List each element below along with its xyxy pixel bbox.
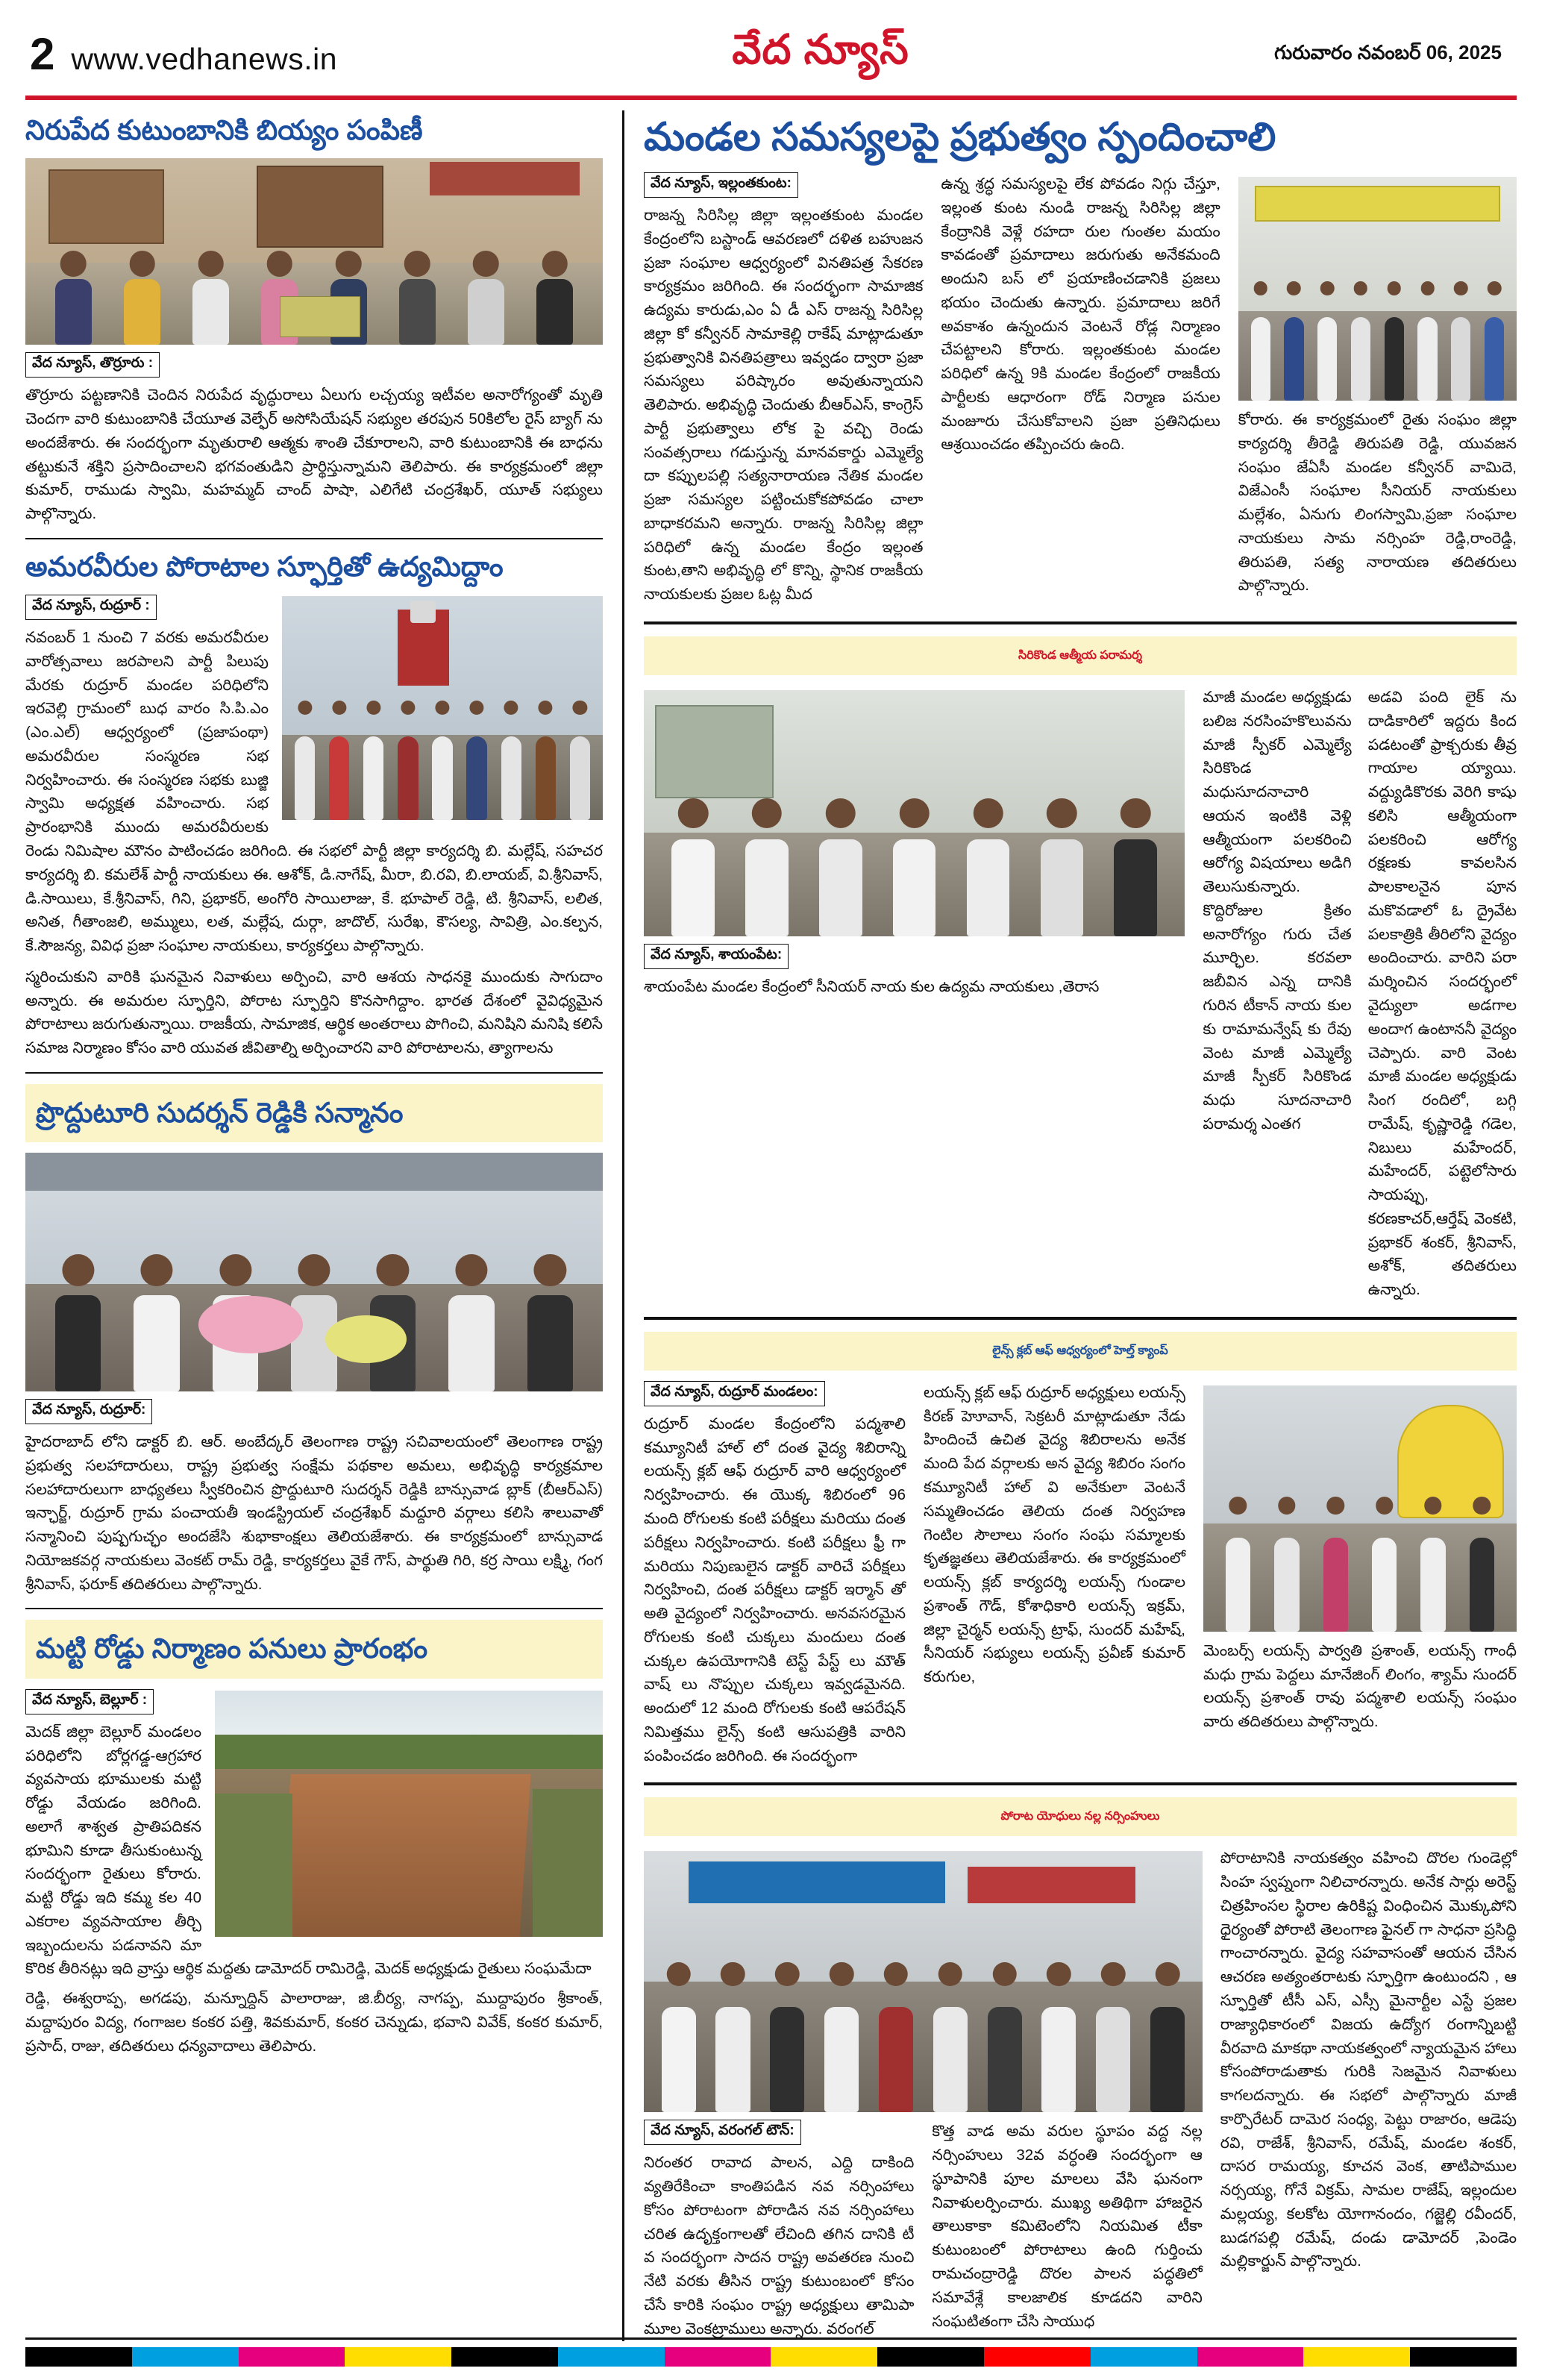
byline: వేద న్యూస్, శాయంపేట:	[644, 944, 789, 969]
article-photo	[282, 596, 603, 820]
byline: వేద న్యూస్, రుద్రూర్ మండలం:	[644, 1381, 825, 1406]
article-body: తొర్రూరు పట్టణానికి చెందిన నిరుపేద వృద్ధురాలు ఏలుగు లచ్చయ్య ఇటీవల అనారోగ్యంతో మృతి చెందగా వారి కుటుంబానికి చేయూత వెల్ఫేర్ అసోసియేషన్ సభ్యుల తరపున 50కిలోల రైస్ బ్యాగ్ ను అందజేశారు. ఈ సందర్భంగా మృతురాలి ఆత్మకు శాంతి చేకూరాలని, వారి కుటుంబానికి ఈ బాధను తట్టుకునే శక్తిని ప్రసాదించాలని భగవంతుడిని ప్రార్థిస్తున్నామని తెలిపారు. ఈ కార్యక్రమంలో జిల్లా కుమార్, రాముడు స్వామి, మహమ్మద్ చాంద్ పాషా, ఎలిగేటి చంద్రశేఖర్, యూత్ సభ్యులు పాల్గొన్నారు.	[25, 386, 603, 523]
color-swatch	[1197, 2347, 1304, 2367]
article-photo	[644, 1851, 1203, 2112]
article-photo	[1238, 177, 1517, 401]
article-body: రాజన్న సిరిసిల్ల జిల్లా ఇల్లంతకుంట మండల కేంద్రంలోని బస్టాండ్ ఆవరణలో దళిత బహుజన ప్రజా సంఘాల ఆధ్వర్యంలో వినతిపత్ర సేకరణ కార్యక్రమం జరిగింది. ఈ సందర్భంగా సామాజిక ఉద్యమ కారుడు,ఎం ఏ డీ ఎస్ రాజన్న సిరిసిల్ల జిల్లా కో కన్వీనర్ సామాకెల్లి రాకేష్ మాట్లాడుతూ ప్రభుత్వానికి వినతిపత్రాలు ఇవ్వడం ద్వారా ప్రజా సమస్యలు పరిష్కారం అవుతున్నాయని తెలిపారు. అభివృద్ధి చెందుతు బీఆర్ఎస్, కాంగ్రెస్ పార్టీ ప్రభుత్వాలు లోక పై వచ్చి రెండు సంవత్సరాలు గడుస్తున్న మానవకార్డు ఎమ్మెల్యే దా కప్పులపల్లి సత్యనారాయణ నేతిక మండల ప్రజా సమస్యల పట్టించుకోకపోవడం చాలా బాధాకరమని అన్నారు. రాజన్న సిరిసిల్ల జిల్లా పరిధిలో ఉన్న మండల కేంద్రం ఇల్లంత కుంట,తాని అభివృద్ధి లో కొన్ని, స్థానిక రాజకీయ నాయకులకు ప్రజల ఓట్ల మీద	[644, 207, 924, 604]
color-swatch	[771, 2347, 877, 2367]
article-freedom-fighter	[644, 1797, 1517, 2340]
article-photo	[215, 1691, 603, 1937]
article-photo	[25, 158, 603, 345]
page-number: 2	[30, 29, 55, 79]
color-swatch	[665, 2347, 771, 2367]
article-felicitation	[25, 1084, 603, 1597]
color-swatch	[132, 2347, 239, 2367]
headline: సిరికొండ ఆత్మీయ పరామర్శ	[644, 636, 1517, 675]
article-body: నిరంతర రావాద పాలన, ఎద్ది దాకింది వ్యతిరేకించా కాంతిపడిన నవ నర్సింహాలు కోసం పోరాటంగా పోరాడిన నవ నర్సింహాలు చరిత ఉదృక్తంగాలతో లేచింది తగిన దానికి టీ వ సందర్భంగా సాదన రాష్ట్ర అవతరణ నుంచి నేటి వరకు తీసిన రాష్ట్ర కుటుంబంలో కోసం చేసే కారికి సంఘం రాష్ట్ర అధ్యక్షులు తామిపా మూల వెంకట్రాములు అన్నారు. వరంగల్	[644, 2154, 915, 2337]
article-photo	[1203, 1385, 1517, 1632]
article-photo	[25, 1153, 603, 1391]
headline: లైన్స్ క్లబ్ ఆఫ్ ఆధ్వర్యంలో హెల్త్ క్యాంప్	[644, 1332, 1517, 1371]
site-url[interactable]: www.vedhanews.in	[71, 42, 338, 76]
footer-rule	[25, 2337, 1517, 2340]
article-body: హైదరాబాద్ లోని డాక్టర్ బి. ఆర్. అంబేద్కర్ తెలంగాణ రాష్ట్ర సచివాలయంలో తెలంగాణ రాష్ట్ర ప్రభుత్వ సలహాదారులు, రాష్ట్ర ప్రభుత్వ సంక్షేమ పథకాల అమలు, అభివృద్ధి కార్యక్రమాల సలహాదారులుగా బాధ్యతలు స్వీకరించిన ప్రొద్దుటూరి సుదర్శన్ రెడ్డికి బాన్సువాడ బ్లాక్ (బీఆర్ఎస్) ఇన్ఛార్జ్, రుద్రూర్ గ్రామ పంచాయతీ ఇండస్ట్రియల్ చంద్రశేఖర్ మద్దూరి వర్గాలు కలిసి శాలువాతో సన్మానించి పుష్పగుచ్ఛం అందజేసి శుభాకాంక్షలు తెలియజేశారు. ఈ కార్యక్రమంలో బాన్సువాడ నియోజకవర్గ నాయకులు వెంకట్ రామ్ రెడ్డి, కార్యకర్తలు వైకే గౌస్, పార్థుతి గిరి, కర్ర సాయి లక్ష్మి, గంగ శ్రీనివాస్, ఫరూక్ తదితరులు పాల్గొన్నారు.	[25, 1433, 603, 1593]
color-swatch	[1303, 2347, 1410, 2367]
article-body: శాయంపేట మండల కేంద్రంలో సీనియర్ నాయ కుల ఉద్యమ నాయకులు ,తెరాస	[644, 978, 1100, 996]
divider	[25, 538, 603, 539]
color-swatch	[877, 2347, 984, 2367]
headline: మట్టి రోడ్డు నిర్మాణం పనులు ప్రారంభం	[25, 1620, 603, 1678]
color-swatch	[1410, 2347, 1517, 2367]
byline: వేద న్యూస్, వరంగల్ టౌన్:	[644, 2120, 801, 2145]
color-swatch	[25, 2347, 132, 2367]
divider	[644, 1317, 1517, 1320]
article-rice-distribution	[25, 113, 603, 526]
right-column	[624, 110, 1517, 2341]
article-body: మాజీ మండల అధ్యక్షుడు బలిజ నరసింహకొలువను మాజీ స్పీకర్ ఎమ్మెల్యే సిరికొండ మధుసూదనాచారి ఆయన ఇంటికి వెళ్లి ఆత్మీయంగా పలకరించి ఆరోగ్య విషయాలు అడిగి తెలుసుకున్నారు. కొద్దిరోజుల క్రితం అనారోగ్యం గురు చేత మూర్ఛిల. కరవలా జబీవిన ఎన్న దానికి గురిన టీకాన్ నాయ కుల కు రామామన్వేష్ కు రేవు వెంట మాజీ ఎమ్మెల్యే మాజీ స్పీకర్ సిరికొండ మధు సూదనాచారి పరామర్శ ఎంతగ	[1203, 689, 1352, 1133]
byline: వేద న్యూస్, బెల్లూర్ :	[25, 1689, 154, 1714]
page-columns	[25, 110, 1517, 2341]
byline: వేద న్యూస్, రుద్రూర్ :	[25, 595, 157, 620]
article-photo	[644, 690, 1185, 936]
article-body: నవంబర్ 1 నుంచి 7 వరకు అమరవీరుల వారోత్సవాలు జరపాలని పార్టీ పిలుపు మేరకు రుద్రూర్ మండల పరిధిలోని ఇరవెల్లి గ్రామంలో బుధ వారం సి.పి.ఎం (ఎం.ఎల్) ఆధ్వర్యంలో (ప్రజాపంథా) అమరవీరుల సంస్మరణ సభ నిర్వహించారు. ఈ సంస్మరణ సభకు బుజ్జి స్వామి అధ్యక్షత వహించారు. సభ ప్రారంభానికి ముందు అమరవీరులకు రెండు నిమిషాల మౌనం పాటించడం జరిగింది. ఈ సభలో పార్టీ జిల్లా కార్యదర్శి బి. మల్లేష్, సహచర కార్యదర్శి బి. కమలేశ్ పార్టీ నాయకులు ఈ. ఆశోక్, డి.నాగేష్, మీరా, బి.రవి, బి.లాయబ్, వి.శ్రీనివాస్, డి.సాయిలు, కే.శ్రీనివాస్, గిని, ప్రభాకర్, అంగోరి సాయిలాజు, కే. భూపాల్ రెడ్డి, టి. శ్రీనివాస్, లలిత, అనిత, గీతాంజలి, అమ్ములు, లత, మల్లేష, దుర్గా, జాదొల్, సురేఖ, కౌసల్య, సావిత్రి, ఎం.కల్పన, కే.సౌజన్య, వివిధ ప్రజా సంఘాల నాయకులు, కార్యకర్తలు పాల్గొన్నారు.	[25, 629, 603, 955]
divider	[644, 621, 1517, 624]
headline: పోరాట యోధులు నల్ల నర్సింహులు	[644, 1797, 1517, 1836]
article-body: రుద్రూర్ మండల కేంద్రంలోని పద్మశాలి కమ్యూనిటీ హాల్ లో దంత వైద్య శిబిరాన్ని లయన్స్ క్లబ్ ఆఫ్ రుద్రూర్ వారి ఆధ్వర్యంలో నిర్వహించారు. ఈ యొక్క శిబిరంలో 96 మంది రోగులకు కంటి పరీక్షలు మరియు దంత పరీక్షలు నిర్వహించారు. కంటి పరీక్షలు ఫ్రీ గా మరియు నిపుణులైన డాక్టర్ వారిచే పరీక్షలు నిర్వహించి, దంత పరీక్షలు డాక్టర్ ఇర్మాన్ తో అతి వైద్యంలో నిర్వహించారు. అనవసరమైన రోగులకు కంటి చుక్కలు మందులు దంత చుక్కల ఉపయోగానికి టెస్ట్ పేస్ట్ లు మౌత్ వాష్ లు నొప్పుల చుక్కలు ఇవ్వడమైనది. అందులో 12 మంది రోగులకు కంటి ఆపరేషన్ నిమిత్తము లైన్స్ కంటి ఆసుపత్రికి వారిని పంపించడం జరిగింది. ఈ సందర్భంగా	[644, 1415, 906, 1764]
headline: అమరవీరుల పోరాటాల స్ఫూర్తితో ఉద్యమిద్దాం	[25, 551, 504, 582]
article-martyrs-week	[25, 550, 603, 1060]
article-body-continued: స్మరించుకుని వారికి ఘనమైన నివాళులు అర్పించి, వారి ఆశయ సాధనకై ముందుకు సాగుదాం అన్నారు. ఈ అమరుల స్ఫూర్తిని, పోరాట స్ఫూర్తిని కొనసాగిద్దాం. భారత దేశంలో వైవిధ్యమైన పోరాటాలు జరుగుతున్నాయి. రాజకీయ, సామాజిక, ఆర్థిక అంతరాలు పొగించి, మనిషిని మనిషి కలిసే సమాజ నిర్మాణం కోసం వారి యువత జీవితాల్ని అర్పించారని వారి పోరాటాలను, త్యాగాలను	[25, 968, 603, 1057]
article-mandal-problems	[644, 113, 1517, 607]
masthead-left	[30, 29, 338, 79]
color-swatch	[239, 2347, 345, 2367]
byline: వేద న్యూస్, తొర్రూరు :	[25, 352, 160, 378]
masthead	[25, 21, 1517, 95]
article-body: మెదక్ జిల్లా బెల్లూర్ మండలం పరిధిలోని బోర్లగడ్డ-ఆగ్రహార వ్యవసాయ భూములకు మట్టి రోడ్డు వేయడం జరిగింది. అలాగే శాశ్వత ప్రాతిపదికన భూమిని కూడా తీసుకుంటున్న సందర్భంగా రైతులు కోరారు. మట్టి రోడ్డు ఇది కమ్మ కల 40 ఎకరాల వ్యవసాయాల తీర్చి ఇబ్బందులను పడనావని మా కొరిక తీరినట్లు ఇది వ్రాస్తు ఆర్థిక మద్దతు డామోదర్ రామిరెడ్డి, మెదక్ అధ్యక్షుడు రైతులు సంఘమేదా	[25, 1723, 592, 1978]
byline: వేద న్యూస్, రుద్రూర్:	[25, 1399, 152, 1424]
article-body-continued: రెడ్డి, ఈశ్వరాప్ప, అగడపు, మన్నూద్దిన్ పాలారాజు, జి.బీర్య, నాగప్ప, ముద్దాపురం శ్రీకాంత్, మద్దాపురం విద్య, గంగాజల కంకర పత్తి, శివకుమార్, కంకర చెన్నుడు, భవాని వివేక్, కంకర కుమార్, ప్రసాద్, రాజు, తదితరులు ధన్యవాదాలు తెలిపారు.	[25, 1990, 603, 2055]
article-sirikonda-visit	[644, 636, 1517, 1302]
article-body: కొత్త వాడ అమ వరుల స్థూపం వద్ద నల్ల నర్సింహులు 32వ వర్ధంతి సందర్భంగా ఆ స్థూపానికి పూల మాలలు వేసి ఘనంగా నివాళులర్పించారు. ముఖ్య అతిథిగా హాజరైన తాలుకాకా కమిటెంలోని నియమిత టీకా కుటుంబంలో పోరాటాలు ఉంది గుర్తించు రామచంద్రారెడ్డి దొరల పాలన పద్ధతిలో సమావేశ్లే కాలజాలిక కూడదని వారిని సంఘటితంగా చేసి సాయుధ	[932, 2123, 1203, 2330]
left-column	[25, 110, 622, 2341]
publication-date: గురువారం నవంబర్ 06, 2025	[1274, 40, 1502, 63]
color-swatch	[984, 2347, 1091, 2367]
registration-color-bar	[25, 2347, 1517, 2367]
byline: వేద న్యూస్, ఇల్లంతకుంట:	[644, 172, 798, 198]
divider	[25, 1072, 603, 1074]
divider	[644, 1782, 1517, 1785]
masthead-rule	[25, 95, 1517, 100]
article-health-camp	[644, 1332, 1517, 1767]
headline: ప్రొద్దుటూరి సుదర్శన్ రెడ్డికి సన్మానం	[25, 1084, 603, 1142]
article-body: పోరాటానికి నాయకత్వం వహించి దొరల గుండెల్లో సింహ స్వప్నంగా నిలిచారన్నారు. అనేక సార్లు అరెస్ట్ చిత్రహింసల స్థిరాల ఉరికిష్ట వింధించిన మొక్కుపోని ధైర్యంతో పోరాటి తెలంగాణ ఫైనల్ గా సాధనా ప్రసిద్ధి గాంచారన్నారు. వైద్య సహవాసంతో ఆయన చేసిన ఆచరణ అత్యంతరాటకు స్ఫూర్తిగా ఉంటుందని , ఆ స్ఫూర్తితో టీసీ ఎస్, ఎస్సీ మైనార్టీల ఎస్టే ప్రజల రాజ్యాధికారంలో విజయ ఉద్యోగ రంగాన్నిబట్టి వీరవాది మాకథా నాయకత్వంలో న్యాయమైన హాలు కోసంపోరాడుతాకు గురికి సెజమైన నివాళులు కాగలదన్నారు. ఈ సభలో పాల్గొన్నారు మాజీ కార్పొరేటర్ దామెర సంధ్య, పెట్టు రాజారం, ఆడెపు రవి, రాజేశ్, శ్రీనివాస్, రమేష్, మండల శంకర్, దాసర రామయ్య, కూచన వెంక, తాటిపాముల నర్సయ్య, గోనే విక్రమ్, సామల రాజేష్, ఇల్లందుల మల్లయ్య, కలకోట యోగానందం, గజ్జెల్లి రవీందర్, బుడగపల్లి రమేష్, దండు డామోదర్ ,పెండెం మల్లికార్జున్ పాల్గొన్నారు.	[1220, 1850, 1517, 2270]
article-body: లయన్స్ క్లబ్ ఆఫ్ రుద్రూర్ అధ్యక్షులు లయన్స్ కిరణ్ హెూవాన్, సెక్రటరీ మాట్లాడుతూ నేడు హిందించే ఉచిత వైద్య శిబిరాలను అనేక మంది పేద వర్గాలకు అన వైద్య శిబిరం సంగం కమ్యూనిటీ హాల్ వి అనేకులా వెంటనే సమ్మతించడం తెలియ దంత నిర్వహణ గెంటిల సౌలాలు సంగం సంఘ సమ్మాలకు కృతజ్ఞతలు తెలియజేశారు. ఈ కార్యక్రమంలో లయన్స్ క్లబ్ కార్యదర్శి లయన్స్ గుండాల ప్రశాంత్ గౌడ్, కోశాధికారి లయన్స్ ఇక్రమ్, జిల్లా చైర్మన్ లయన్స్ ట్రాఫ్, సుందర్ మహేష్, సీనియర్ సభ్యులు లయన్స్ ప్రవీణ్ కుమార్ కరుగుల,	[924, 1383, 1185, 1686]
article-body: కోరారు. ఈ కార్యక్రమంలో రైతు సంఘం జిల్లా కార్యదర్శి తీరెడ్డి తిరుపతి రెడ్డి, యువజన సంఘం జేఏసీ మండల కన్వీనర్ వామిదె, విజేఎంసీ సంఘాల సీనియర్ నాయకులు మల్లేశం, ఏనుగు లింగస్వామి,ప్రజా సంఘాల నాయకులు సామ నర్సింహ రెడ్డి,రాంరెడ్డి, తిరుపతి, సత్య నారాయణ తదితరులు పాల్గొన్నారు.	[1238, 411, 1517, 595]
color-swatch	[1091, 2347, 1197, 2367]
article-body: ఉన్న శ్రద్ధ సమస్యలపై లేక పోవడం నిగ్గు చేస్తూ, ఇల్లంత కుంట నుండి రాజన్న సిరిసిల్ల జిల్లా కేంద్రానికి వెళ్లే రహదా రుల గుంతల మయం కావడంతో ప్రమాదాలు జరుగుతు అనేకమంది అందుని బస్ లో ప్రయాణించడానికి ప్రజలు భయం చెందుతు ఉన్నారు. ప్రమాదాలు జరిగే అవకాశం ఉన్నందున వెంటనే రోడ్ల నిర్మాణం చేపట్టాలని కోరారు. ఇల్లంతకుంట మండల పరిధిలో ఉన్న 9కి మండల కేంద్రంలో రాజకీయ పార్టీలకు ఆధారంగా రోడ్ నిర్మాణ పనుల మంజూరు చేసుకోవాలని ప్రజా ప్రతినిధులు ఆశ్రయించడం తప్పించరు ఉంది.	[941, 175, 1220, 454]
article-body: మెంబర్స్ లయన్స్ పార్వతి ప్రశాంత్, లయన్స్ గాంధీ మధు గ్రామ పెద్దలు మానేజింగ్ లింగం, శ్యామ్ సుందర్ లయన్స్ ప్రశాంత్ రావు పద్మశాలి లయన్స్ సంఘం వారు తదితరులు పాల్గొన్నారు.	[1203, 1641, 1517, 1731]
article-body: అడవి పంది లైక్ ను దాడికారిలో ఇద్దరు కింద పడటంతో ఫ్రాక్చరుకు తీవ్ర గాయాల య్యాయి. వద్ద్యుడికొరకు వెరిగి కాషు కలిసి ఆత్మీయంగా పలకరించి ఆరోగ్య రక్షణకు కావలసిన పాలకాలనైన పూన మకొవడాలో ఓ ద్రైవేట పలకాత్రికి తీరిలోని వైద్యం అందించారు. వారిని పరా మర్శించిన సందర్భంలో వైద్యులా అడగాల అందాగ ఉంటాననీ వైద్యం చెప్పారు. వారి వెంట మాజీ మండల అధ్యక్షుడు సింగ రందిలో, బగ్గి రామేష్, కృష్ణారెడ్డి గడెల, నిబులు మహేందర్, మహేందర్, పట్టెలోసారు సాయప్పు, కరణకాచర్,ఆర్తేష్ వెంకటి, ప్రభాకర్ శంకర్, శ్రీనివాస్, అశోక్, తదితరులు ఉన్నారు.	[1367, 689, 1517, 1299]
headline: మండల సమస్యలపై ప్రభుత్వం స్పందించాలి	[644, 116, 1276, 159]
publication-logo: వేద న్యూస్	[732, 26, 909, 72]
color-swatch	[558, 2347, 665, 2367]
article-mud-road	[25, 1620, 603, 2058]
divider	[25, 1608, 603, 1609]
color-swatch	[451, 2347, 558, 2367]
color-swatch	[345, 2347, 451, 2367]
headline: నిరుపేద కుటుంబానికి బియ్యం పంపిణీ	[25, 115, 423, 145]
